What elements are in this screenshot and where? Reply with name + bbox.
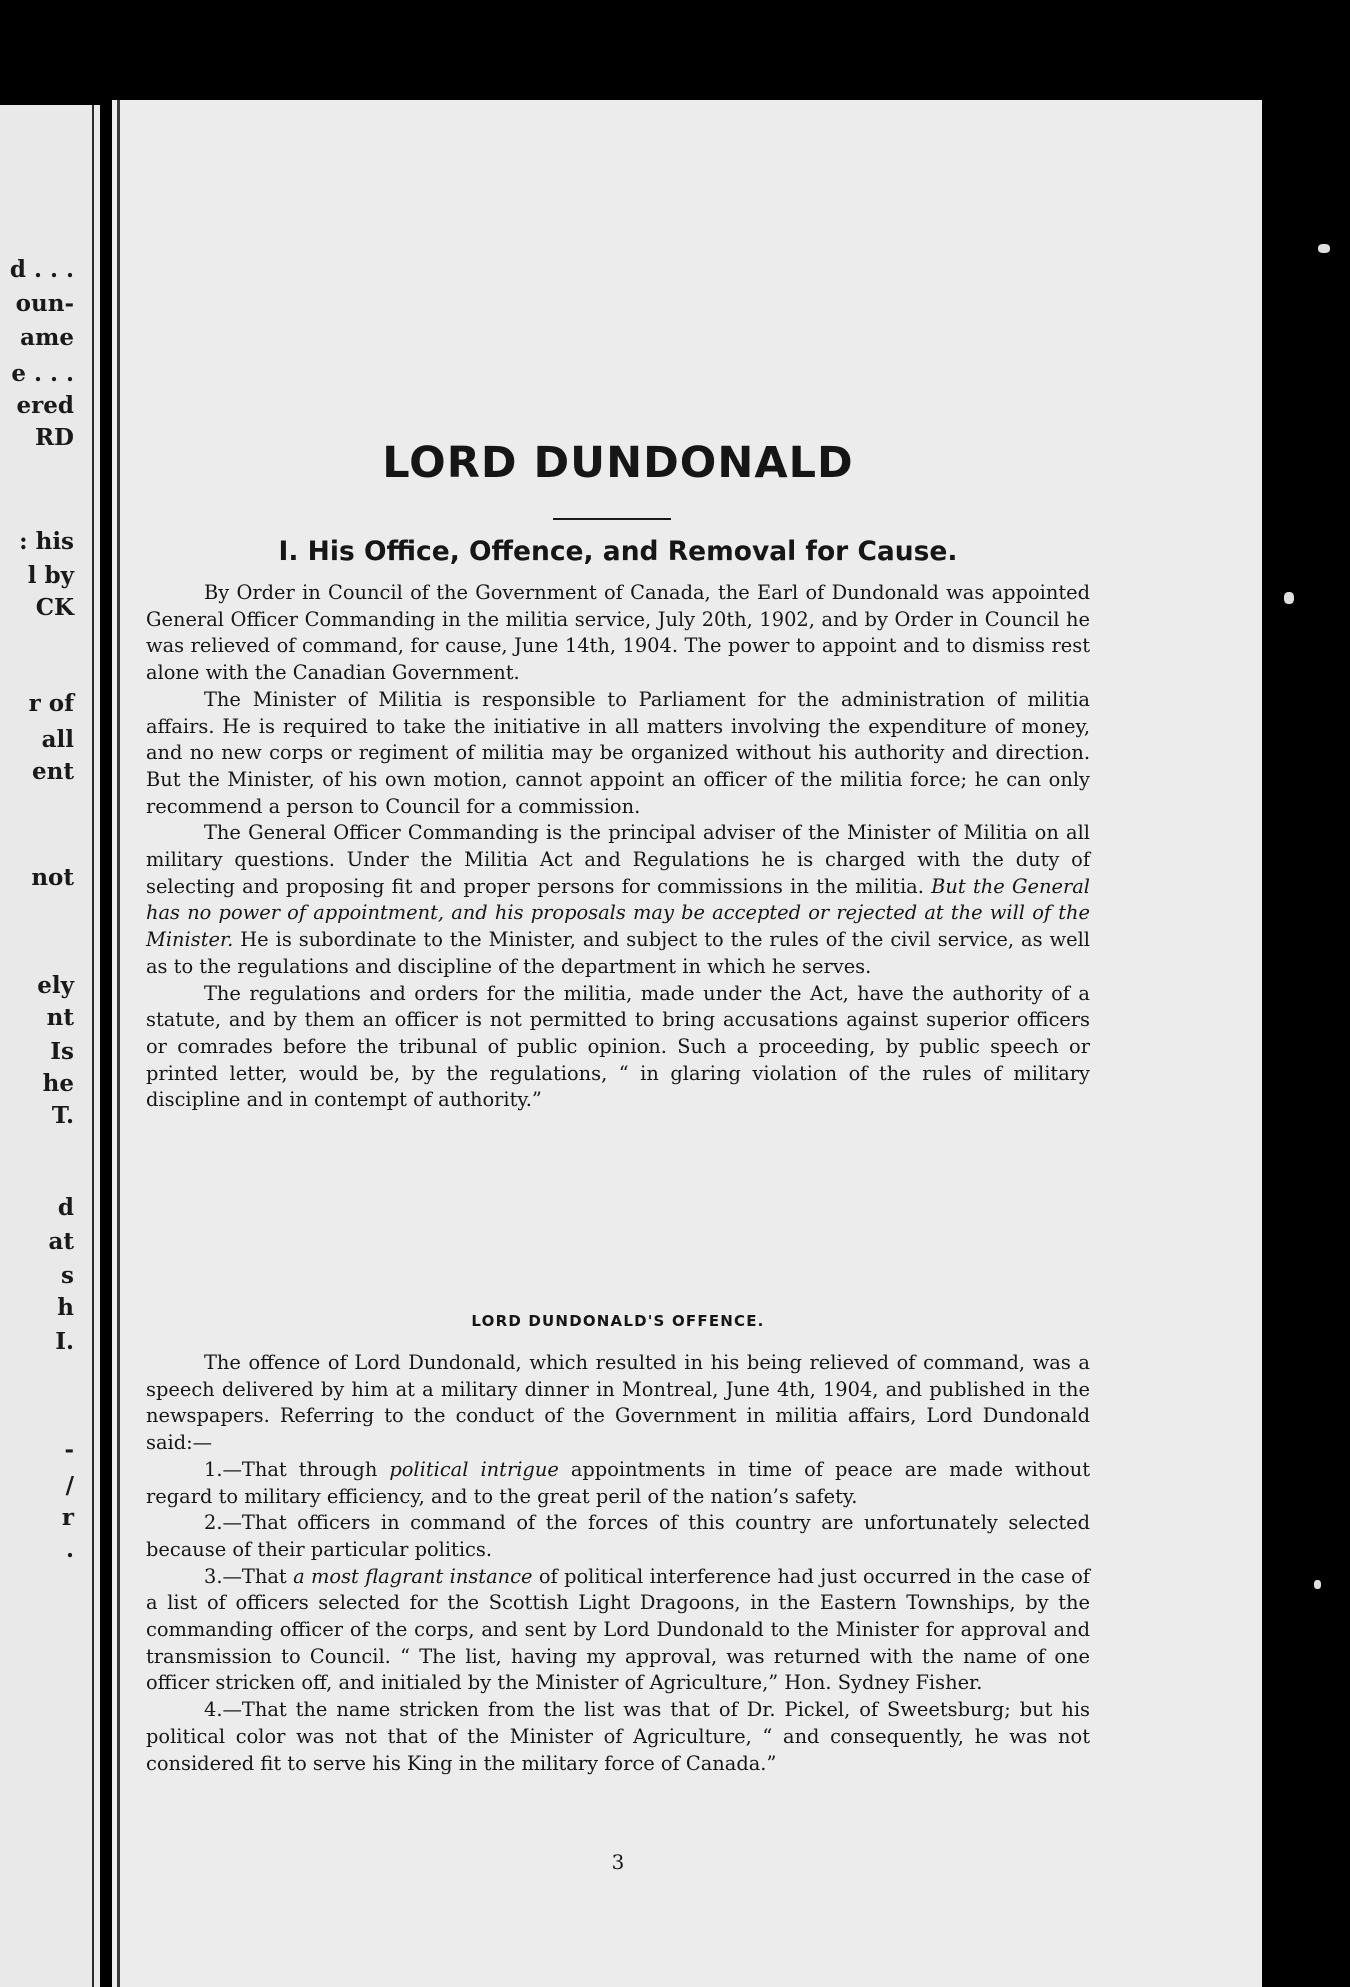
left-page-fragment: .: [65, 1536, 74, 1563]
paragraph-3: [146, 820, 1090, 980]
paragraph-1: By Order in Council of the Government of Canada, the Earl of Dundonald was appointed General Officer Commanding in the militia service, July 20th, 1902, and by Order in Council he was relieved of command, for cause, June 14th, 1904. The power to appoint and to dismiss rest alone with the Canadian Government.: [146, 581, 1090, 685]
page-title: LORD DUNDONALD: [382, 438, 854, 488]
paragraph-7: 2.—That officers in command of the forces of this country are unfortunately selected because of their particular politics.: [146, 1511, 1090, 1561]
paragraph-6-text-b: appointments in time of peace are made without regard to military efficiency, and to the great peril of the nation’s safety.: [146, 1457, 1091, 1508]
left-page-fragment: RD: [34, 424, 74, 451]
scan-speck: [1284, 592, 1294, 604]
left-page-fragment: /: [65, 1472, 74, 1499]
left-page-fragment: at: [48, 1228, 74, 1255]
left-page-fragment: h: [57, 1294, 74, 1321]
paragraph-6-text-a: 1.—That through: [204, 1457, 390, 1481]
paragraph-3-italic: But the General has no power of appointment, and his proposals may be accepted or rejected at the will of the Minister.: [146, 874, 1090, 952]
paragraph-4: The regulations and orders for the militia, made under the Act, have the authority of a statute, and by them an officer is not permitted to bring accusations against superior officers or comrades before the tribunal of public opinion. Such a proceeding, by public speech or printed letter, would be, by the regulations, “ in glaring violation of the rules of military discipline and in contempt of authority.”: [146, 981, 1090, 1112]
left-page-fragment: ame: [20, 324, 74, 351]
left-page-fragment: s: [61, 1262, 74, 1289]
paragraph-3-text-b: He is subordinate to the Minister, and subject to the rules of the civil service, as well as to the regulations and discipline of the department in which he serves.: [146, 928, 1090, 978]
section-heading: I. His Office, Offence, and Removal for Cause.: [278, 536, 958, 567]
left-page: [0, 105, 100, 1987]
left-page-fragment: I.: [55, 1328, 74, 1355]
left-page-fragment: : his: [19, 528, 74, 555]
left-page-fragment: ent: [32, 758, 74, 785]
left-page-fragment: oun-: [15, 290, 74, 317]
left-page-fragment: not: [31, 864, 74, 891]
left-page-fragment: ely: [37, 972, 74, 999]
scan-speck: [1314, 1580, 1321, 1589]
left-page-fragment: d: [57, 1194, 74, 1221]
left-page-fragment: r of: [28, 690, 74, 717]
left-page-fragment: all: [41, 726, 74, 753]
paragraph-3-text-a: The General Officer Commanding is the principal adviser of the Minister of Militia on all military questions. Under the Militia Act and Regulations he is charged with the duty of selecting and proposing fit and proper persons for commissions in the militia.: [146, 821, 1090, 898]
section-body: [146, 580, 1090, 1114]
left-page-fragment: he: [42, 1070, 74, 1097]
page-number: 3: [611, 1850, 625, 1874]
paragraph-5: The offence of Lord Dundonald, which resulted in his being relieved of command, was a speech delivered by him at a military dinner in Montreal, June 4th, 1904, and published in the newspapers. Referring to the conduct of the Government in militia affairs, Lord Dundonald said:—: [146, 1351, 1090, 1455]
offence-body: [146, 1350, 1090, 1777]
page-binding-line: [117, 100, 120, 1987]
document-page: [112, 100, 1262, 1987]
left-page-fragment: e . . .: [11, 360, 74, 387]
left-page-fragment: T.: [51, 1102, 74, 1129]
left-page-fragment: r: [61, 1504, 74, 1531]
left-page-edge: [92, 105, 94, 1987]
paragraph-6: [146, 1457, 1090, 1510]
paragraph-8-text-b: of political interference had just occurred in the case of a list of officers selected for the Scottish Light Dragoons, in the Eastern Townships, by the commanding officer of the corps, and sent by Lord Dundonald to the Minister for approval and transmission to Council. “ The list, having my approval, was returned with the name of one officer stricken off, and initialed by the Minister of Agriculture,” Hon. Sydney Fisher.: [146, 1564, 1090, 1695]
title-rule: [553, 518, 671, 520]
paragraph-8: [146, 1564, 1090, 1698]
left-page-fragment: ered: [16, 392, 74, 419]
left-page-fragment: Is: [50, 1038, 74, 1065]
left-page-fragment: d . . .: [9, 256, 74, 283]
scan-speck: [1318, 244, 1330, 253]
offence-subheading: LORD DUNDONALD'S OFFENCE.: [471, 1312, 765, 1330]
paragraph-8-italic: a most flagrant instance: [293, 1564, 533, 1588]
left-page-fragment: -: [64, 1436, 74, 1463]
paragraph-9: 4.—That the name stricken from the list was that of Dr. Pickel, of Sweetsburg; but his political color was not that of the Minister of Agriculture, “ and consequently, he was not considered fit to serve his King in the military force of Canada.”: [146, 1698, 1090, 1775]
left-page-fragment: CK: [35, 594, 74, 621]
left-page-fragment: l by: [27, 562, 74, 589]
paragraph-8-text-a: 3.—That: [204, 1564, 294, 1588]
paragraph-2: The Minister of Militia is responsible to Parliament for the administration of militia affairs. He is required to take the initiative in all matters involving the expenditure of money, and no new corps or regiment of militia may be organized without his authority and direction. But the Minister, of his own motion, cannot appoint an officer of the militia force; he can only recommend a person to Council for a commission.: [146, 687, 1090, 818]
paragraph-6-italic: political intrigue: [389, 1457, 559, 1481]
left-page-fragment: nt: [46, 1004, 74, 1031]
